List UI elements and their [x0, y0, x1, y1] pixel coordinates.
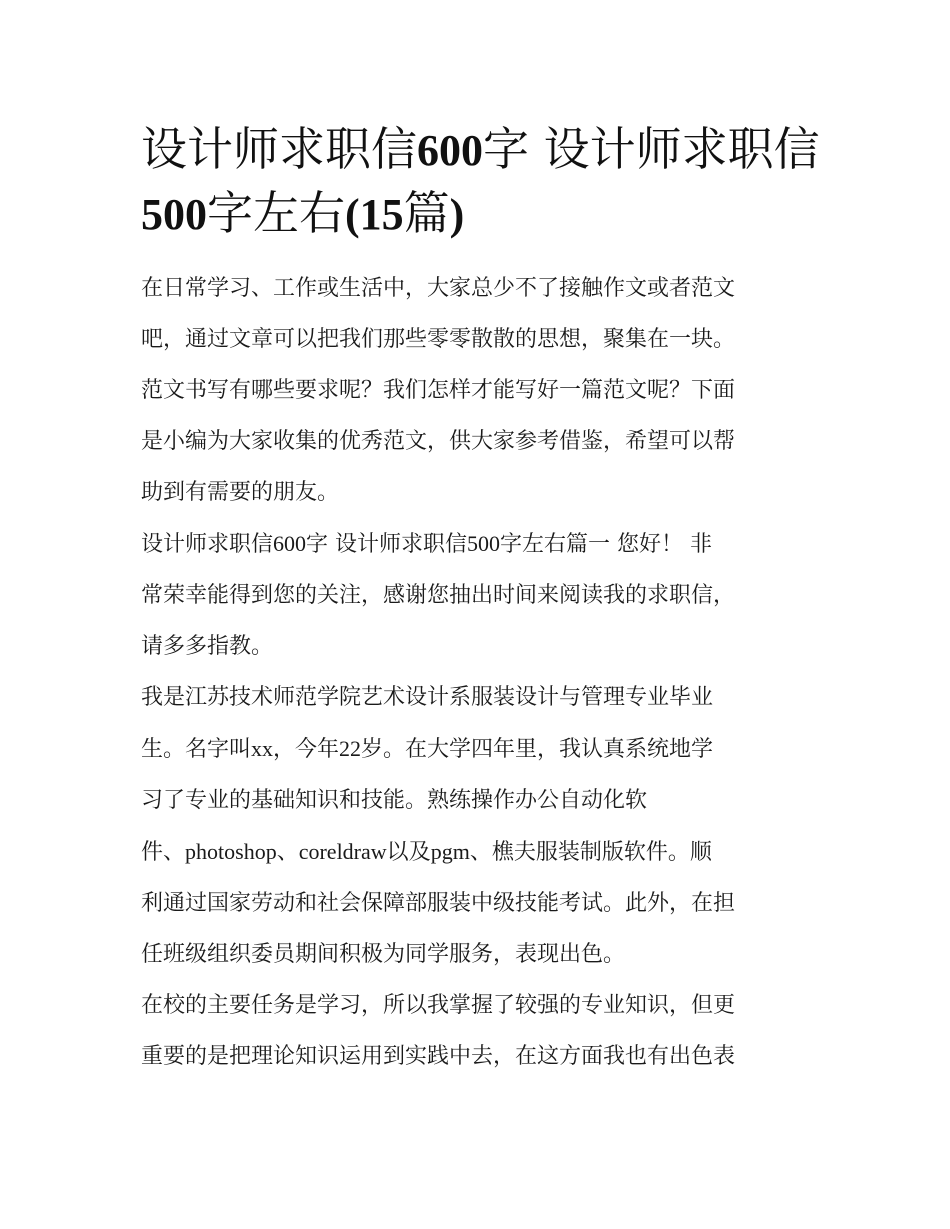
- document-title: 设计师求职信600字 设计师求职信500字左右(15篇): [141, 122, 820, 240]
- document-page: [141, 118, 821, 1082]
- study-paragraph: 在校的主要任务是学习，所以我掌握了较强的专业知识，但更 重要的是把理论知识运用到实践中去，在这方面我也有出色表: [141, 993, 736, 1069]
- greeting-paragraph: 设计师求职信600字 设计师求职信500字左右篇一 您好！ 非 常荣幸能得到您的关注，感谢您抽出时间来阅读我的求职信， 请多多指教。: [141, 531, 736, 659]
- background-paragraph: 我是江苏技术师范学院艺术设计系服装设计与管理专业毕业 生。名字叫xx，今年22岁。在大学四年里，我认真系统地学 习了专业的基础知识和技能。熟练操作办公自动化软 件、photoshop、coreldraw以及pgm、樵夫服装制版软件。顺 利通过国家劳动和社会保障部服装中级技能考试。此外，在担 任班级组织委员期间积极为同学服务，表现出色。: [141, 685, 736, 967]
- intro-paragraph: 在日常学习、工作或生活中，大家总少不了接触作文或者范文 吧，通过文章可以把我们那些零零散散的思想，聚集在一块。 范文书写有哪些要求呢？我们怎样才能写好一篇范文呢？下面 是小编为大家收集的优秀范文，供大家参考借鉴，希望可以帮 助到有需要的朋友。: [141, 276, 736, 505]
